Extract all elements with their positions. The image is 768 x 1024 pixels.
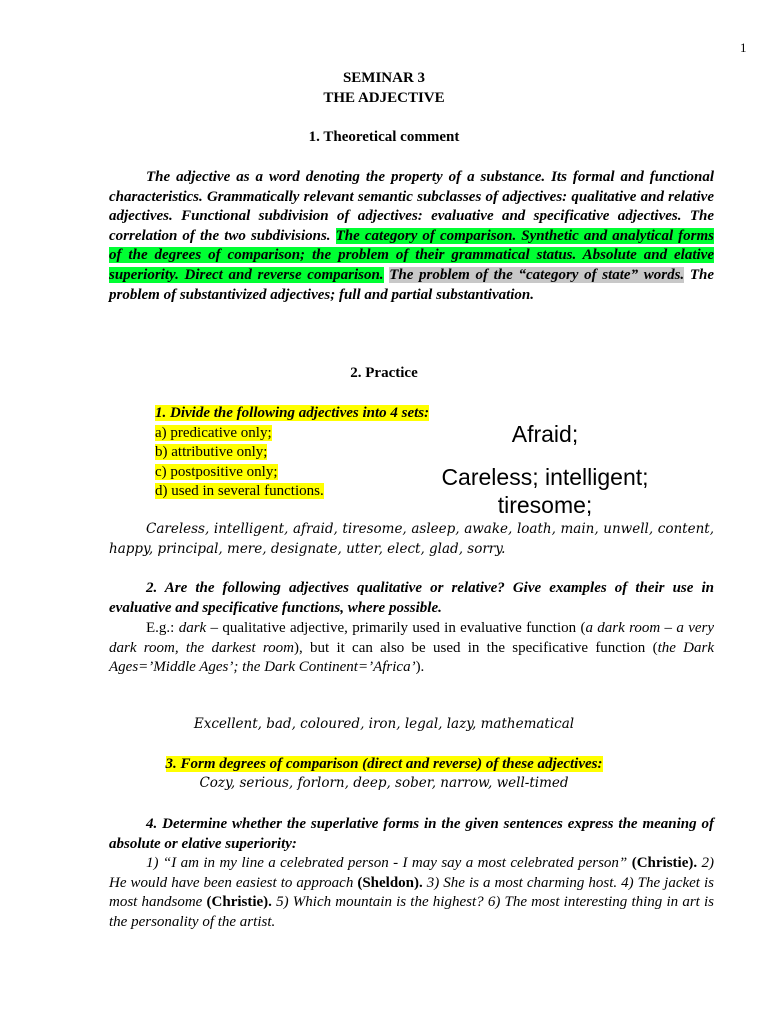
task3-word-list: Cozy, serious, forlorn, deep, sober, narrow, well-timed xyxy=(199,775,569,791)
task3-heading-line xyxy=(0,756,768,773)
task2-example xyxy=(109,619,714,678)
example-word: dark xyxy=(178,620,207,636)
example-text-2: ), but it can also be used in the specificative function ( xyxy=(294,639,658,656)
author-3: (Christie). xyxy=(206,894,272,911)
section-theoretical-heading: 1. Theoretical comment xyxy=(308,129,460,145)
task1-option-c: c) postpositive only; xyxy=(155,463,278,480)
task1-words: Careless, intelligent, afraid, tiresome, asleep, awake, loath, main, unwell, content, happy, principal, mere, designate, utter, elect, glad, sorry. xyxy=(109,521,714,557)
task1-option-a: a) predicative only; xyxy=(155,424,272,441)
page-number: 1 xyxy=(740,40,747,55)
task1-heading: 1. Divide the following adjectives into 4 sets: xyxy=(155,405,430,421)
example-label: E.g.: xyxy=(146,620,175,636)
sentence-1: 1) “I am in my line a celebrated person - I may say a most celebrated person” xyxy=(146,855,628,871)
sentence-2: 2) He would have been easiest to approach xyxy=(109,855,715,891)
example-phrases-1: a dark room – a very dark room, the darkest room xyxy=(109,620,715,656)
task1-option-d: d) used in several functions. xyxy=(155,483,324,499)
task4-heading xyxy=(109,815,714,854)
task2-heading-text: 2. Are the following adjectives qualitative or relative? Give examples of their use in evaluative and specificative functions, where possible. xyxy=(109,580,714,616)
task4-sentences xyxy=(109,854,714,932)
sentence-5-6: 5) Which mountain is the highest? 6) The most interesting thing in art is the personality of the artist. xyxy=(109,894,715,930)
topic-title: THE ADJECTIVE xyxy=(323,90,445,106)
overlay-answer-b-line1: Careless; intelligent; xyxy=(441,464,649,490)
theory-part4: The problem of substantivized adjectives; full and partial substantivation. xyxy=(109,266,714,303)
seminar-title: SEMINAR 3 xyxy=(342,70,426,86)
task2-word-list: Excellent, bad, coloured, iron, legal, lazy, mathematical xyxy=(193,716,575,732)
task1-word-list xyxy=(109,520,714,559)
section-practice-heading: 2. Practice xyxy=(350,365,418,381)
author-2: (Sheldon). xyxy=(357,874,423,891)
theory-part1: The adjective as a word denoting the property of a substance. Its formal and functional characteristics. Grammatically relevant semantic subclasses of adjectives: qualitative and relative adjectives. Functional subdivision of adjectives: evaluative and specificative adjectives. The correlation of the two subdivisions. xyxy=(109,169,714,244)
theory-part3-highlight: The problem of the “category of state” words. xyxy=(389,266,685,283)
example-text-1: – qualitative adjective, primarily used in evaluative function ( xyxy=(206,620,586,636)
theory-part2-highlight: The category of comparison. Synthetic and analytical forms of the degrees of comparison; the problem of their grammatical status. Absolute and elative superiority. Direct and reverse comparison. xyxy=(109,227,715,283)
author-1: (Christie). xyxy=(631,855,698,871)
overlay-answer-a: Afraid; xyxy=(511,421,579,447)
task2-heading xyxy=(109,579,714,618)
example-phrases-2: the Dark Ages=’Middle Ages’; the Dark Continent=’Africa’ xyxy=(109,639,714,676)
task3-heading: 3. Form degrees of comparison (direct and reverse) of these adjectives: xyxy=(165,756,603,772)
theory-paragraph xyxy=(109,168,714,305)
task4-heading-text: 4. Determine whether the superlative forms in the given sentences express the meaning of absolute or elative superiority: xyxy=(109,816,714,852)
task1-option-b: b) attributive only; xyxy=(155,444,268,460)
overlay-answer-b-line2: tiresome; xyxy=(497,492,593,518)
sentence-3-4: 3) She is a most charming host. 4) The jacket is most handsome xyxy=(109,874,714,911)
example-text-3: ). xyxy=(415,659,425,676)
